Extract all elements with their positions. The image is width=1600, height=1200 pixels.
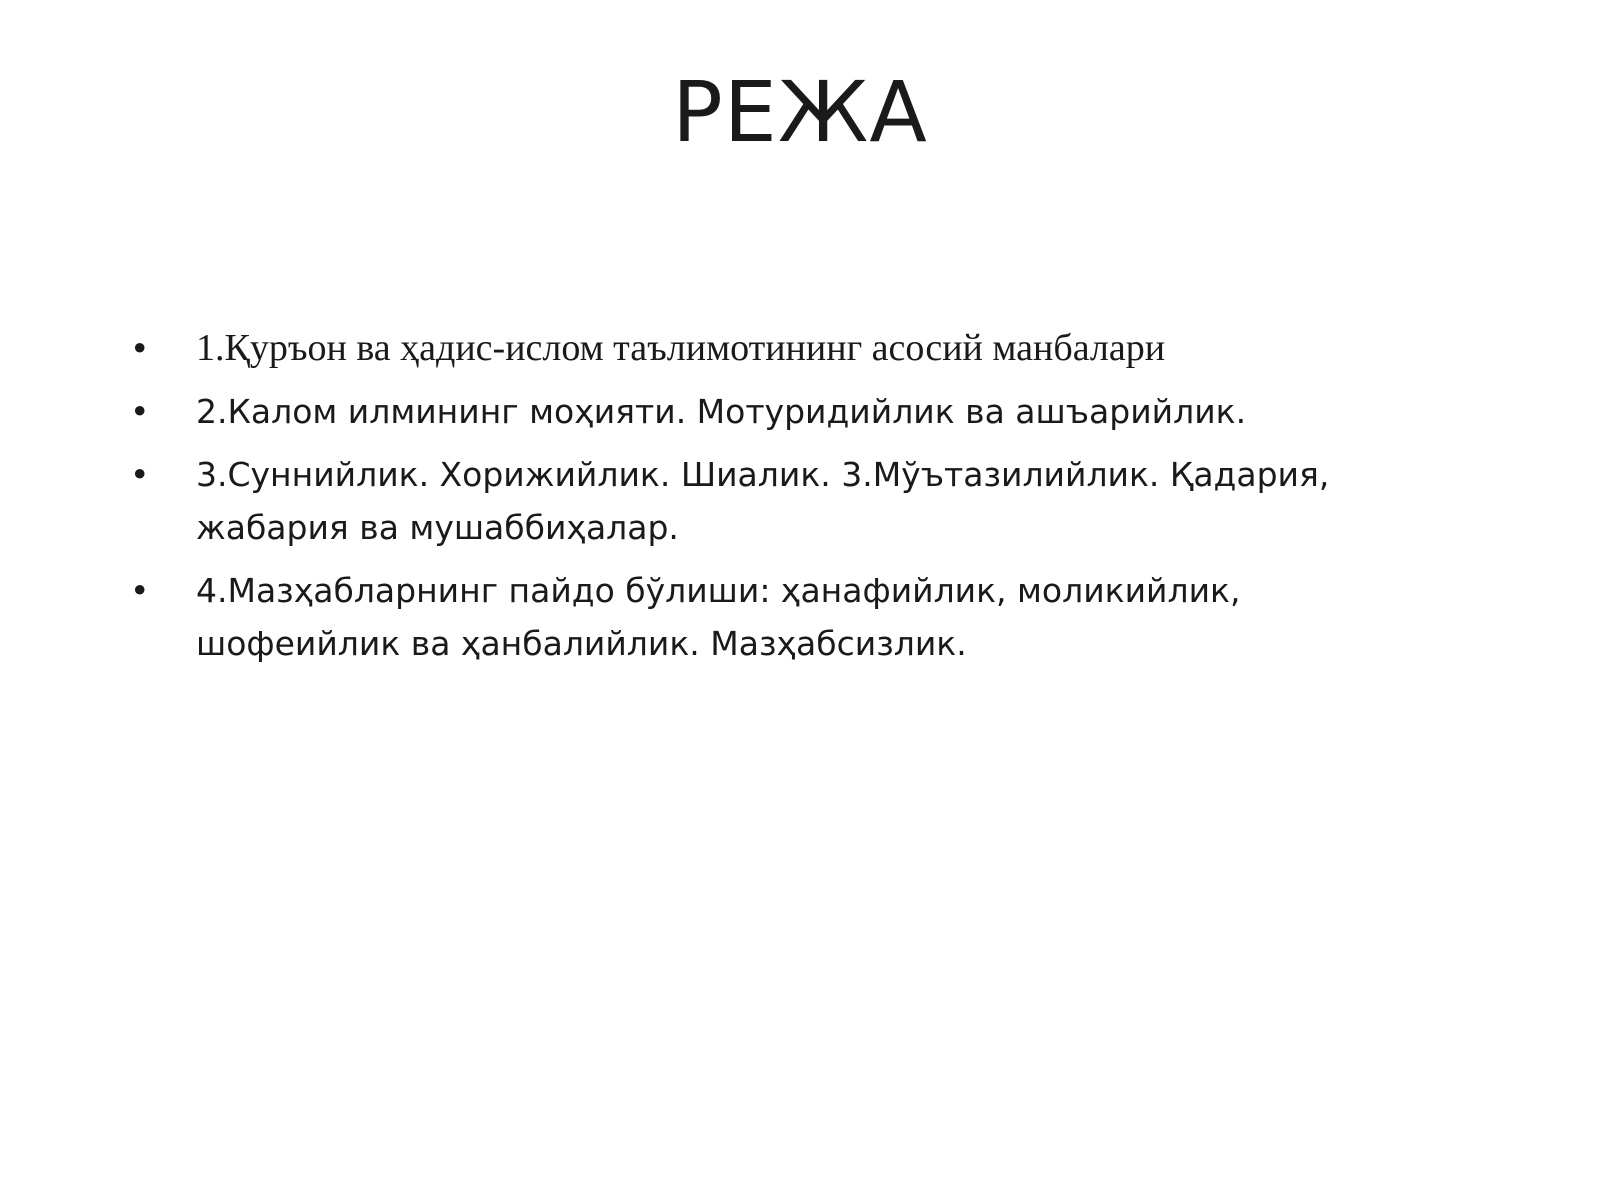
bullet-item-1 xyxy=(130,322,1450,375)
bullet-text: 4.Мазҳабларнинг пайдо бўлиши: ҳанафийлик, моликийлик, шофеийлик ва ҳанбалийлик. Мазҳабсизлик. xyxy=(196,571,1241,663)
bullet-dot-icon: • xyxy=(130,392,150,431)
bullet-dot-icon: • xyxy=(130,571,150,610)
bullet-item-3 xyxy=(130,448,1450,554)
bullet-item-2 xyxy=(130,385,1450,438)
bullet-dot-icon: • xyxy=(130,329,150,368)
bullet-text: 3.Суннийлик. Хорижийлик. Шиалик. 3.Мўътазилийлик. Қадария, жабария ва мушаббиҳалар. xyxy=(196,455,1330,547)
bullet-dot-icon: • xyxy=(130,455,150,494)
bullet-text: 2.Калом илмининг моҳияти. Мотуридийлик ва ашъарийлик. xyxy=(196,392,1247,431)
bullet-item-4 xyxy=(130,564,1450,670)
slide-title: РЕЖА xyxy=(672,63,928,161)
bullet-text: 1.Қуръон ва ҳадис-ислом таълимотининг асосий манбалари xyxy=(196,327,1166,369)
bullet-list xyxy=(130,322,1450,680)
